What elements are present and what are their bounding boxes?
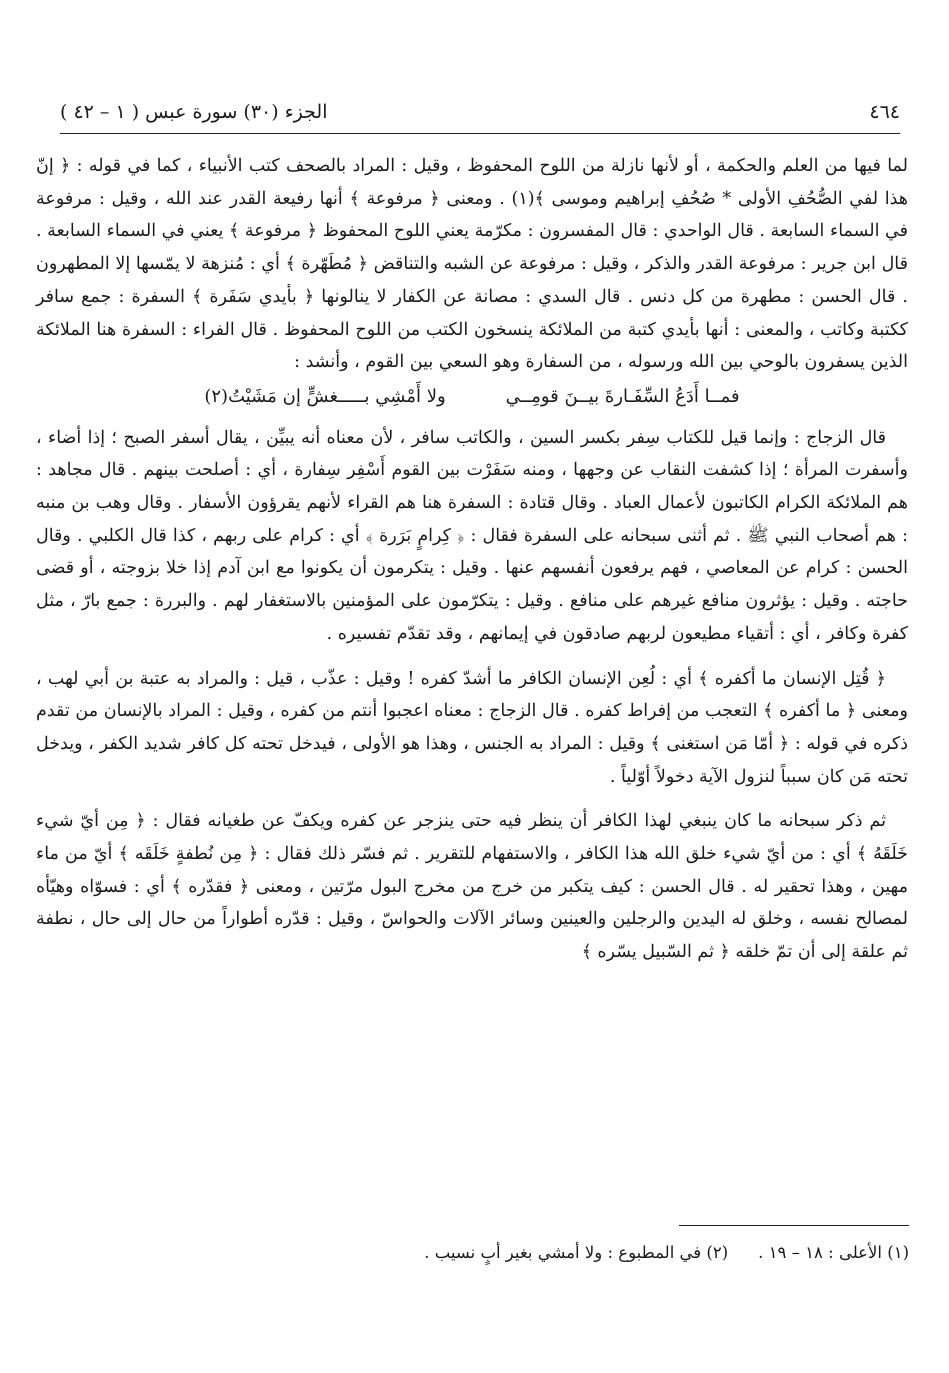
poem-verse xyxy=(36,381,908,414)
header-divider xyxy=(60,133,900,134)
main-text xyxy=(36,150,908,969)
paragraph-4: ثم ذكر سبحانه ما كان ينبغي لهذا الكافر أن ينظر فيه حتى ينزجر عن كفره ويكفّ عن طغيانه فقال : ﴿ مِن أيّ شيء خَلَقَهُ ﴾ أي : من أيّ شيء خلق الله هذا الكافر ، والاستفهام للتقرير . ثم فسّر ذلك فقال : ﴿ مِن نُطفةٍ خَلَقَه ﴾ أيّ من ماء مهين ، وهذا تحقير له . قال الحسن : كيف يتكبر من خرج من مخرج البول مرّتين ، ومعنى ﴿ فقدّره ﴾ أي : فسوّاه وهيّأه لمصالح نفسه ، وخلق له اليدين والرجلين والعينين وسائر الآلات والحواسّ ، وقيل : قدّره أطواراً من حال إلى حال ، نطفة ثم علقة إلى أن تمّ خلقه ﴿ ثم السّبيل يسّره ﴾ xyxy=(36,811,908,963)
paragraph-2: قال الزجاج : وإنما قيل للكتاب سِفر بكسر السين ، والكاتب سافر ، لأن معناه أنه يبيِّن ، يقال أسفر الصبح ؛ إذا أضاء ، وأسفرت المرأة ؛ إذا كشفت النقاب عن وجهها ، ومنه سَفَرْت بين القوم أَسْفِر سِفارة ، أي : أصلحت بينهم . قال مجاهد : هم الملائكة الكرام الكاتبون لأعمال العباد . وقال قتادة : السفرة هنا هم القراء لأنهم يقرؤون الأسفار . وقال وهب بن منبه : هم أصحاب النبي ﷺ . ثم أثنى سبحانه على السفرة فقال : ﴿ كِرامٍ بَرَرة ﴾ أي : كرام على ربهم ، كذا قال الكلبي . وقال الحسن : كرام عن المعاصي ، فهم يرفعون أنفسهم عنها . وقيل : يتكرمون أن يكونوا مع ابن آدم إذا خلا بزوجته ، أو قضى حاجته . وقيل : يؤثرون منافع غيرهم على منافع . وقيل : يتكرّمون على المؤمنين بالاستغفار لهم . والبررة : جمع بارّ ، مثل كفرة وكافر ، أي : أتقياء مطيعون لربهم صادقون في إيمانهم ، وقد تقدّم تفسيره . xyxy=(36,427,908,644)
footnote-2: (٢) في المطبوع : ولا أمشي بغير أبٍ نسيب . xyxy=(424,1243,729,1262)
paragraph-3: ﴿ قُتِل الإنسان ما أكفره ﴾ أي : لُعِن الإنسان الكافر ما أشدّ كفره ! وقيل : عذّب ، قيل : والمراد به عتبة بن أبي لهب ، ومعنى ﴿ ما أكفره ﴾ التعجب من إفراط كفره . قال الزجاج : معناه اعجبوا أنتم من كفره ، وقيل : المراد بالإنسان من تقدم ذكره في قوله : ﴿ أمّا مَن استغنى ﴾ وقيل : المراد به الجنس ، وهذا هو الأولى ، فيدخل تحته كل كافر شديد الكفر ، ويدخل تحته مَن كان سبباً لنزول الآية دخولاً أوّلياً . xyxy=(36,668,908,787)
paragraph-1: لما فيها من العلم والحكمة ، أو لأنها نازلة من اللوح المحفوظ ، وقيل : المراد بالصحف كتب الأنبياء ، كما في قوله : ﴿ إنّ هذا لفي الصُّحُفِ الأولى * صُحُفِ إبراهيم وموسى ﴾(١) . ومعنى ﴿ مرفوعة ﴾ أنها رفيعة القدر عند الله ، وقيل : مرفوعة في السماء السابعة . قال الواحدي : قال المفسرون : مكرّمة يعني اللوح المحفوظ ﴿ مرفوعة ﴾ يعني في السماء السابعة . قال ابن جرير : مرفوعة القدر والذكر ، وقيل : مرفوعة عن الشبه والتناقض ﴿ مُطَهّرة ﴾ أي : مُنزهة لا يمّسها إلا المطهرون . قال الحسن : مطهرة من كل دنس . قال السدي : مصانة عن الكفار لا ينالونها ﴿ بأيدي سَفَرة ﴾ السفرة : جمع سافر ككتبة وكاتب ، والمعنى : أنها بأيدي كتبة من الملائكة ينسخون الكتب من اللوح المحفوظ . قال الفراء : السفرة هنا الملائكة الذين يسفرون بالوحي بين الله ورسوله ، من السفارة وهو السعي بين القوم ، وأنشد : xyxy=(36,156,909,373)
page-header xyxy=(60,92,900,132)
poem-second-hemistich: ولا أَمْشِي بـــــغشٍّ إن مَشَيْتُ(٢) xyxy=(204,385,446,407)
poem-first-hemistich: فمــا أَدَعُ السِّفَـارةَ بيــنَ قومِــي xyxy=(505,385,740,407)
running-title: الجزء (٣٠) سورة عبس ( ١ – ٤٢ ) xyxy=(60,101,328,123)
footnote-1: (١) الأعلى : ١٨ – ١٩ . xyxy=(758,1243,909,1262)
page-number: ٤٦٤ xyxy=(869,101,900,123)
footnotes xyxy=(309,1238,909,1268)
footnote-divider xyxy=(679,1225,909,1226)
